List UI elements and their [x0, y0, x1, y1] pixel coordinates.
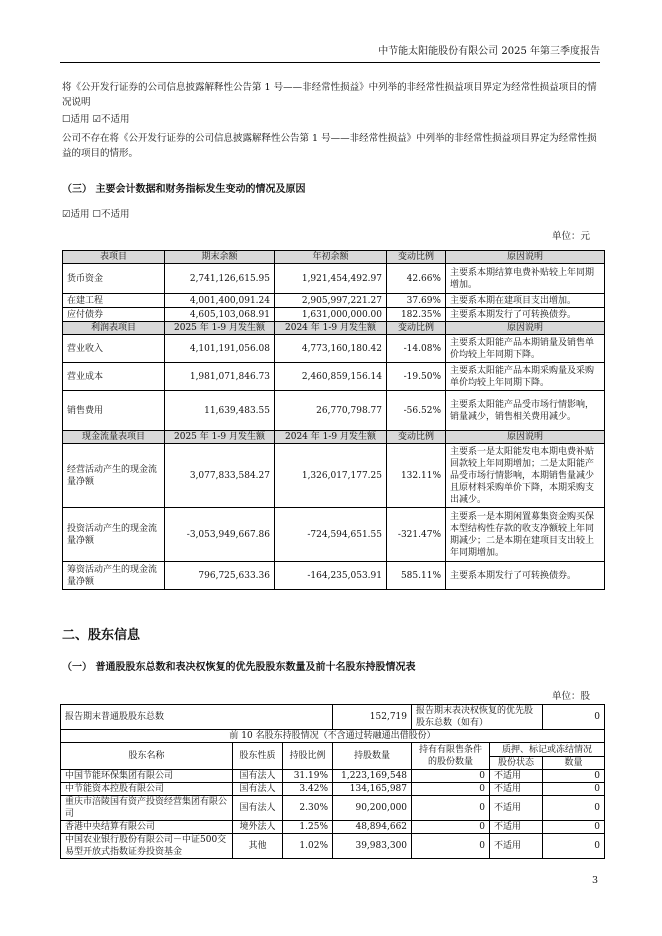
- table-cell: 3.42%: [283, 783, 333, 796]
- table-cell: 不适用: [490, 783, 543, 796]
- table-header-cell: 原因说明: [446, 431, 605, 444]
- pref-holders-label: 报告期末表决权恢复的优先股股东总数（如有）: [412, 705, 543, 730]
- table-header-cell: 变动比例: [387, 251, 446, 264]
- table-header-cell: 期末余额: [165, 251, 275, 264]
- col-restricted: 持有有限售条件的股份数量: [412, 743, 490, 770]
- table-cell: 0: [412, 834, 490, 859]
- table-cell: 4,101,191,056.08: [165, 335, 275, 363]
- total-holders-label: 报告期末普通股股东总数: [61, 705, 333, 730]
- table-cell: 主要系一是太阳能发电本期电费补贴回款较上年同期增加；二是太阳能产品受市场行情影响，本期销售量减少且原材料采购单价下降，本期采购支出减少。: [446, 444, 605, 508]
- table-cell: 主要系本期结算电费补贴较上年同期增加。: [446, 264, 605, 294]
- col-name: 股东名称: [61, 743, 233, 770]
- table-cell: 营业收入: [63, 335, 165, 363]
- table-header-cell: 原因说明: [446, 322, 605, 335]
- table-cell: 4,001,400,091.24: [165, 294, 275, 308]
- table-cell: -14.08%: [387, 335, 446, 363]
- table-cell: 主要系本期在建项目支出增加。: [446, 294, 605, 308]
- intro-option: ☐适用 ☑不适用: [62, 114, 130, 125]
- table-header-cell: 现金流量表项目: [63, 431, 165, 444]
- shareholder-row: [61, 821, 605, 834]
- table-cell: 香港中央结算有限公司: [61, 821, 233, 834]
- table-cell: -3,053,949,667.86: [165, 508, 275, 562]
- table-cell: 90,200,000: [333, 796, 412, 821]
- table-cell: 0: [412, 783, 490, 796]
- shareholders-table: [60, 704, 605, 859]
- table-cell: 不适用: [490, 834, 543, 859]
- table-cell: 中节能资本控股有限公司: [61, 783, 233, 796]
- table-cell: 应付债券: [63, 308, 165, 322]
- table-cell: 1,326,017,177.25: [275, 444, 387, 508]
- table-header-cell: 2024 年 1-9 月发生额: [275, 322, 387, 335]
- table-cell: 48,894,662: [333, 821, 412, 834]
- table-header-cell: 2025 年 1-9 月发生额: [165, 431, 275, 444]
- table-cell: 国有法人: [233, 783, 283, 796]
- section3-option: ☑适用 ☐不适用: [62, 209, 130, 220]
- table-cell: 其他: [233, 834, 283, 859]
- top10-caption: 前 10 名股东持股情况（不含通过转融通出借股份）: [61, 730, 605, 743]
- table-row: [63, 363, 605, 391]
- table-cell: 31.19%: [283, 770, 333, 783]
- table-row: [63, 308, 605, 322]
- table-cell: 不适用: [490, 770, 543, 783]
- table-cell: 2,905,997,221.27: [275, 294, 387, 308]
- table-cell: 筹资活动产生的现金流量净额: [63, 562, 165, 590]
- table-cell: 2,460,859,156.14: [275, 363, 387, 391]
- intro-paragraph-1: 将《公开发行证券的公司信息披露解释性公告第 1 号——非经常性损益》中列举的非经常性损益项目界定为经常性损益项目的情况说明: [62, 82, 597, 108]
- table-cell: 不适用: [490, 796, 543, 821]
- col-qty: 持股数量: [333, 743, 412, 770]
- table-cell: 投资活动产生的现金流量净额: [63, 508, 165, 562]
- table-cell: 主要系太阳能产品受市场行情影响，销量减少，销售相关费用减少。: [446, 391, 605, 431]
- table-cell: -56.52%: [387, 391, 446, 431]
- table-cell: 营业成本: [63, 363, 165, 391]
- table-cell: 1.02%: [283, 834, 333, 859]
- income-statement-header: [63, 322, 605, 335]
- table-cell: 货币资金: [63, 264, 165, 294]
- col-nature: 股东性质: [233, 743, 283, 770]
- table-header-cell: 变动比例: [387, 431, 446, 444]
- shareholders-subtitle: （一） 普通股股东总数和表决权恢复的优先股股东数量及前十名股东持股情况表: [62, 662, 416, 673]
- table-cell: 2.30%: [283, 796, 333, 821]
- total-holders-value: 152,719: [333, 705, 412, 730]
- shareholder-row: [61, 834, 605, 859]
- table-header-cell: 变动比例: [387, 322, 446, 335]
- table-cell: 主要系一是本期闲置募集资金购买保本型结构性存款的收支净额较上年同期减少；二是本期在建项目支出较上年同期增加。: [446, 508, 605, 562]
- financial-changes-table: [62, 250, 605, 590]
- col-pledge: 质押、标记或冻结情况: [490, 743, 605, 757]
- table-cell: 国有法人: [233, 796, 283, 821]
- table-header-cell: 原因说明: [446, 251, 605, 264]
- table-cell: 39,983,300: [333, 834, 412, 859]
- table-cell: 2,741,126,615.95: [165, 264, 275, 294]
- page-number: 3: [591, 875, 598, 886]
- table-header-cell: 利润表项目: [63, 322, 165, 335]
- col-count: 数量: [543, 757, 605, 770]
- shareholder-row: [61, 796, 605, 821]
- table-cell: 在建工程: [63, 294, 165, 308]
- table-header-cell: 2024 年 1-9 月发生额: [275, 431, 387, 444]
- table-row: [63, 391, 605, 431]
- table-row: [63, 335, 605, 363]
- table-cell: 42.66%: [387, 264, 446, 294]
- table-cell: 1,223,169,548: [333, 770, 412, 783]
- table-cell: 134,165,987: [333, 783, 412, 796]
- shareholder-row: [61, 770, 605, 783]
- table-cell: 0: [543, 796, 605, 821]
- table-cell: 4,605,103,068.91: [165, 308, 275, 322]
- table-cell: 26,770,798.77: [275, 391, 387, 431]
- table-cell: -724,594,651.55: [275, 508, 387, 562]
- table-cell: 主要系太阳能产品本期销量及销售单价均较上年同期下降。: [446, 335, 605, 363]
- table-cell: 经营活动产生的现金流量净额: [63, 444, 165, 508]
- table-cell: 0: [543, 821, 605, 834]
- table-cell: 国有法人: [233, 770, 283, 783]
- table-cell: -19.50%: [387, 363, 446, 391]
- table-cell: 1,981,071,846.73: [165, 363, 275, 391]
- table-header-cell: 年初余额: [275, 251, 387, 264]
- shareholders-title: 二、股东信息: [62, 628, 141, 643]
- table-row: [63, 508, 605, 562]
- table-cell: -321.47%: [387, 508, 446, 562]
- section3-title: （三） 主要会计数据和财务指标发生变动的情况及原因: [62, 184, 306, 195]
- table-cell: 主要系太阳能产品本期采购量及采购单价均较上年同期下降。: [446, 363, 605, 391]
- shareholder-row: [61, 783, 605, 796]
- table-cell: -164,235,053.91: [275, 562, 387, 590]
- col-status: 股份状态: [490, 757, 543, 770]
- table-cell: 0: [543, 783, 605, 796]
- table-cell: 主要系本期发行了可转换债券。: [446, 562, 605, 590]
- table-cell: 3,077,833,584.27: [165, 444, 275, 508]
- cash-flow-header: [63, 431, 605, 444]
- table-cell: 中国农业银行股份有限公司－中证500交易型开放式指数证券投资基金: [61, 834, 233, 859]
- table-cell: 132.11%: [387, 444, 446, 508]
- table-cell: 0: [543, 834, 605, 859]
- table-cell: 1,631,000,000.00: [275, 308, 387, 322]
- pref-holders-value: 0: [543, 705, 605, 730]
- balance-sheet-header: [63, 251, 605, 264]
- table-cell: 0: [412, 796, 490, 821]
- table-cell: 4,773,160,180.42: [275, 335, 387, 363]
- table-row: [63, 294, 605, 308]
- table-cell: 0: [543, 770, 605, 783]
- col-ratio: 持股比例: [283, 743, 333, 770]
- table-cell: 不适用: [490, 821, 543, 834]
- table-header-cell: 2025 年 1-9 月发生额: [165, 322, 275, 335]
- table-row: [63, 264, 605, 294]
- page-header: 中节能太阳能股份有限公司 2025 年第三季度报告: [60, 44, 600, 63]
- table-cell: 1.25%: [283, 821, 333, 834]
- table-cell: 销售费用: [63, 391, 165, 431]
- table-cell: 境外法人: [233, 821, 283, 834]
- table-cell: 37.69%: [387, 294, 446, 308]
- table-row: [63, 562, 605, 590]
- table-cell: 1,921,454,492.97: [275, 264, 387, 294]
- table-cell: 796,725,633.36: [165, 562, 275, 590]
- shareholders-unit: 单位：股: [551, 691, 590, 702]
- table-cell: 182.35%: [387, 308, 446, 322]
- table-cell: 0: [412, 770, 490, 783]
- section3-unit: 单位：元: [551, 231, 590, 242]
- table-cell: 11,639,483.55: [165, 391, 275, 431]
- table-cell: 重庆市涪陵国有资产投资经营集团有限公司: [61, 796, 233, 821]
- table-cell: 585.11%: [387, 562, 446, 590]
- table-cell: 0: [412, 821, 490, 834]
- intro-paragraph-2: 公司不存在将《公开发行证券的公司信息披露解释性公告第 1 号——非经常性损益》中列举的非经常性损益项目界定为经常性损益的项目的情形。: [62, 133, 597, 159]
- table-row: [63, 444, 605, 508]
- table-header-cell: 表项目: [63, 251, 165, 264]
- table-cell: 主要系本期发行了可转换债券。: [446, 308, 605, 322]
- table-cell: 中国节能环保集团有限公司: [61, 770, 233, 783]
